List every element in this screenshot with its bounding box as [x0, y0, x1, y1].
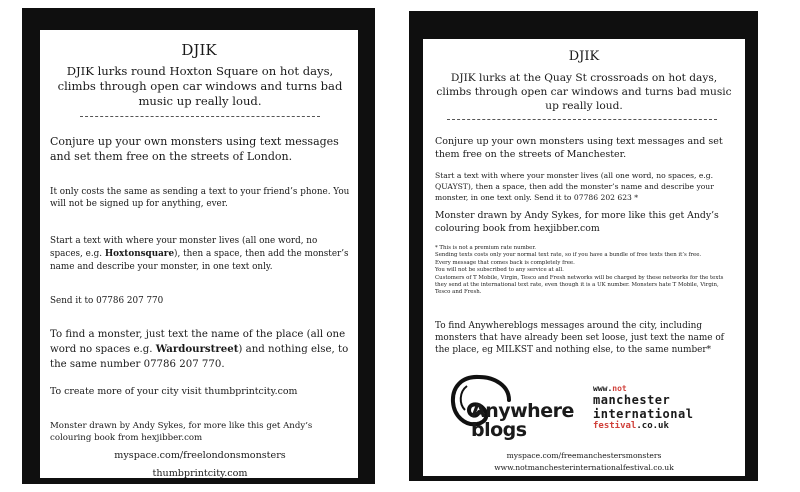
left-title: DJIK [181, 41, 217, 59]
left-flyer-content [40, 30, 358, 478]
left-flyer [22, 8, 375, 484]
right-link-myspace[interactable]: myspace.com/freemanchestersmonsters [506, 451, 662, 460]
right-flyer-content [423, 39, 745, 476]
nm-festival: festival [593, 421, 637, 431]
nm-international: international [593, 407, 694, 421]
left-find-instructions [50, 327, 350, 372]
right-intro: DJIK lurks at the Quay St crossroads on hot days, climbs through open car windows and turns bad music up really loud. [436, 72, 732, 112]
left-find-a: To find a monster, just text the name of the place (all one word no spaces e.g. [50, 329, 346, 355]
left-start-b: ), then a space, then add the monster’s name and describe your monster, in one text only. [50, 249, 349, 272]
left-start-instructions [50, 235, 350, 274]
fine-line: You will not be subscribed to any service at all. [435, 267, 564, 274]
right-find-instructions: To find Anywhereblogs messages around the city, including monsters that have already been set loose, just text the name of the place, eg MILKST and nothing else, to the same number* [435, 321, 724, 355]
left-find-b: ) and nothing else, to the same number 07786 207 770. [50, 344, 349, 370]
right-flyer [409, 11, 758, 481]
right-link-festival[interactable]: www.notmanchesterinternationalfestival.co.uk [494, 463, 674, 472]
left-link-myspace[interactable]: myspace.com/freelondonsmonsters [114, 450, 286, 461]
fine-line: * This is not a premium rate number. [435, 245, 537, 251]
nm-manchester: manchester [593, 393, 671, 407]
left-create: To create more of your city visit thumbprintcity.com [50, 386, 298, 397]
anywhereblogs-logo [445, 374, 585, 444]
right-start-instructions: Start a text with where your monster lives (all one word, no spaces, e.g. QUAYST), then a space, then add the monster’s name and describe your monster, in one text only. Send it to 07786 202 623 * [435, 171, 714, 202]
nm-festival-line [593, 421, 743, 432]
fine-line: Customers of T Mobile, Virgin, Tesco and Fresh networks will be charged by these networks for the texts they send at the international text rate, even though it is a UK number. Monsters hate T Mobile, Virgin, Tesco and Fresh. [435, 274, 724, 296]
left-link-thumbprint[interactable]: thumbprintcity.com [152, 468, 248, 478]
right-fine-print [435, 245, 733, 297]
right-divider [447, 119, 717, 120]
anywhereblogs-word-2: blogs [471, 419, 527, 441]
nm-www: www. [593, 384, 613, 393]
left-conjure: Conjure up your own monsters using text messages and set them free on the streets of London. [50, 135, 339, 163]
left-send: Send it to 07786 207 770 [50, 296, 164, 306]
left-monster-credit: Monster drawn by Andy Sykes, for more like this get Andy’s colouring book from hexjibber.com [50, 421, 313, 443]
right-conjure: Conjure up your own monsters using text messages and set them free on the streets of Manchester. [435, 136, 723, 160]
right-title: DJIK [568, 49, 600, 64]
left-cost: It only costs the same as sending a text to your friend’s phone. You will not be signed up for anything, ever. [50, 187, 350, 209]
nm-domain: .co.uk [636, 421, 669, 431]
fine-line: Every message that comes back is completely free. [435, 259, 575, 266]
left-start-example: Hoxtonsquare [104, 249, 175, 259]
nm-www-line [593, 384, 743, 393]
anywhereblogs-word-1: Anywhere [471, 400, 574, 422]
left-start-a: Start a text with where your monster lives (all one word, no spaces, e.g. [50, 236, 318, 259]
left-divider [80, 116, 320, 117]
right-monster-credit: Monster drawn by Andy Sykes, for more like this get Andy’s colouring book from hexjibber.com [435, 210, 719, 234]
fine-line: Sending texts costs only your normal text rate, so if you have a bundle of free texts then it’s free. [435, 252, 702, 259]
left-intro: DJIK lurks round Hoxton Square on hot days, climbs through open car windows and turns bad music up really loud. [57, 64, 343, 108]
not-manchester-festival-logo [593, 384, 743, 432]
left-find-example: Wardourstreet [155, 343, 239, 355]
nm-not: not [612, 384, 627, 393]
